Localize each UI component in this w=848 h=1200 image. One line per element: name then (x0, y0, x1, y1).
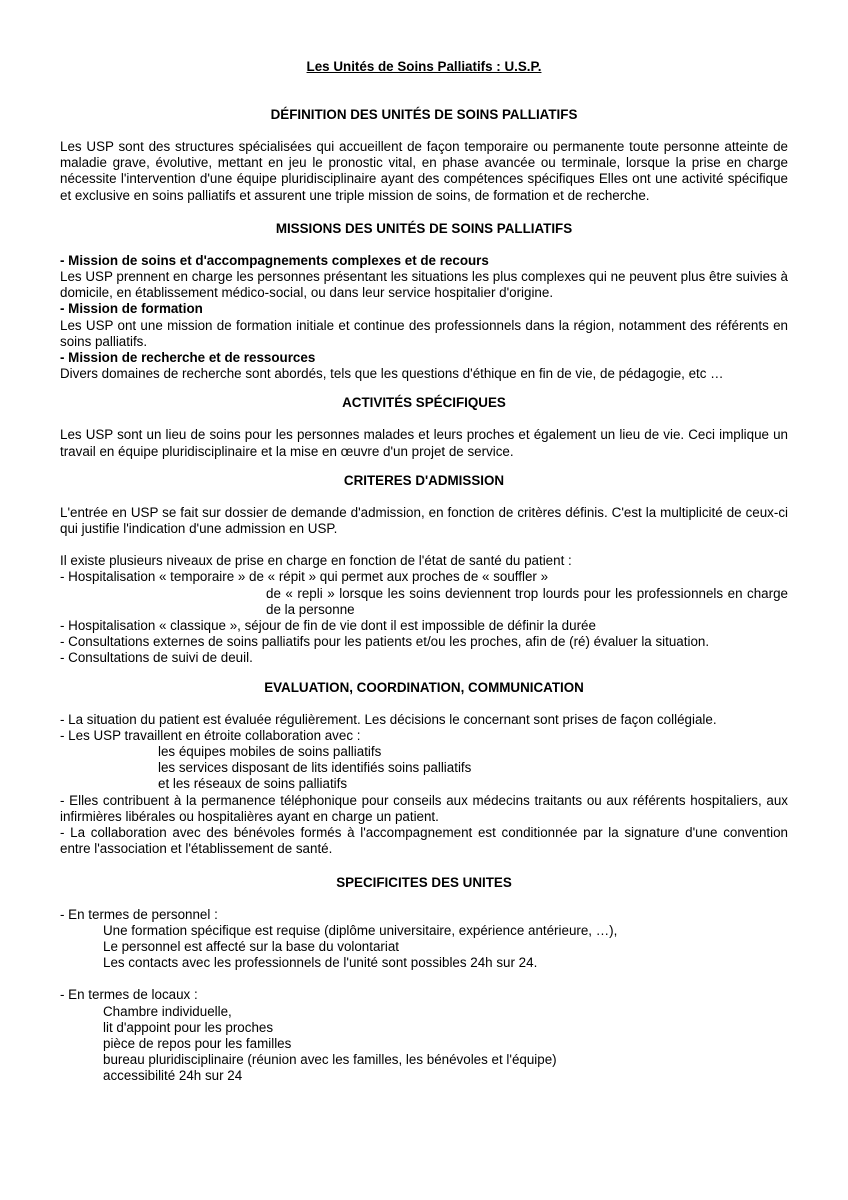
criteres-line: de « repli » lorsque les soins deviennent trop lourds pour les professionnels en charge de la personne (266, 585, 788, 617)
personnel-title: - En termes de personnel : (60, 906, 218, 922)
criteres-line: - Hospitalisation « temporaire » de « répit » qui permet aux proches de « souffler » (60, 569, 549, 585)
mission-text: Divers domaines de recherche sont abordés, tels que les questions d'éthique en fin de vie, de pédagogie, etc … (60, 366, 724, 382)
criteres-line: - Consultations de suivi de deuil. (60, 650, 253, 666)
evaluation-line: - Les USP travaillent en étroite collaboration avec : (60, 727, 361, 743)
evaluation-line: - La collaboration avec des bénévoles formés à l'accompagnement est conditionnée par la signature d'une convention entre l'association et l'établissement de santé. (60, 825, 788, 857)
activites-text: Les USP sont un lieu de soins pour les personnes malades et leurs proches et également un lieu de vie. Ceci implique un travail en équipe pluridisciplinaire et la mise en œuvre d'un projet de service. (60, 427, 788, 459)
evaluation-sub-item: et les réseaux de soins palliatifs (158, 776, 348, 792)
locaux-title: - En termes de locaux : (60, 987, 198, 1003)
personnel-item: Les contacts avec les professionnels de l'unité sont possibles 24h sur 24. (103, 955, 538, 971)
personnel-item: Le personnel est affecté sur la base du volontariat (103, 938, 400, 954)
document-title: Les Unités de Soins Palliatifs : U.S.P. (306, 59, 542, 74)
missions-heading: MISSIONS DES UNITÉS DE SOINS PALLIATIFS (275, 220, 573, 236)
mission-title: - Mission de formation (60, 301, 203, 317)
criteres-intro: Il existe plusieurs niveaux de prise en charge en fonction de l'état de santé du patient : (60, 553, 572, 569)
mission-title: - Mission de recherche et de ressources (60, 350, 316, 366)
mission-text: Les USP prennent en charge les personnes présentant les situations les plus complexes qui ne peuvent plus être suivies à domicile, en établissement médico-social, ou dans leur service hospitalier d'origine. (60, 269, 788, 301)
specificites-heading: SPECIFICITES DES UNITES (336, 874, 512, 890)
personnel-item: Une formation spécifique est requise (diplôme universitaire, expérience antérieure, …), (103, 922, 618, 938)
locaux-item: lit d'appoint pour les proches (103, 1019, 274, 1035)
mission-text: Les USP ont une mission de formation initiale et continue des professionnels dans la région, notamment des référents en soins palliatifs. (60, 317, 788, 349)
locaux-item: pièce de repos pour les familles (103, 1035, 292, 1051)
evaluation-line: - La situation du patient est évaluée régulièrement. Les décisions le concernant sont prises de façon collégiale. (60, 711, 717, 727)
criteres-line: - Consultations externes de soins palliatifs pour les patients et/ou les proches, afin de (ré) évaluer la situation. (60, 634, 710, 650)
criteres-text: L'entrée en USP se fait sur dossier de demande d'admission, en fonction de critères définis. C'est la multiplicité de ceux-ci qui justifie l'indication d'une admission en USP. (60, 504, 788, 537)
activites-heading: ACTIVITÉS SPÉCIFIQUES (342, 395, 506, 411)
locaux-item: bureau pluridisciplinaire (réunion avec les familles, les bénévoles et l'équipe) (103, 1052, 557, 1068)
document-page (60, 58, 788, 1085)
definition-heading: DÉFINITION DES UNITÉS DE SOINS PALLIATIFS (270, 107, 578, 122)
evaluation-sub-item: les équipes mobiles de soins palliatifs (158, 744, 382, 760)
evaluation-sub-item: les services disposant de lits identifiés soins palliatifs (158, 760, 472, 776)
mission-title: - Mission de soins et d'accompagnements complexes et de recours (60, 252, 489, 268)
definition-text: Les USP sont des structures spécialisées qui accueillent de façon temporaire ou permanente toute personne atteinte de maladie grave, évolutive, mettant en jeu le pronostic vital, en phase avancée ou terminale, lorsque la prise en charge nécessite l'intervention d'une équipe pluridisciplinaire ayant des compétences spécifiques Elles ont une activité spécifique et exclusive en soins palliatifs et assurent une triple mission de soins, de formation et de recherche. (60, 139, 788, 203)
criteres-line: - Hospitalisation « classique », séjour de fin de vie dont il est impossible de définir la durée (60, 618, 596, 634)
evaluation-line: - Elles contribuent à la permanence téléphonique pour conseils aux médecins traitants ou aux référents hospitaliers, aux infirmières libérales ou hospitalières ayant en charge un patient. (60, 792, 788, 824)
evaluation-heading: EVALUATION, COORDINATION, COMMUNICATION (264, 679, 584, 695)
locaux-item: accessibilité 24h sur 24 (103, 1068, 243, 1084)
criteres-heading: CRITERES D'ADMISSION (343, 472, 505, 488)
locaux-item: Chambre individuelle, (103, 1003, 232, 1019)
